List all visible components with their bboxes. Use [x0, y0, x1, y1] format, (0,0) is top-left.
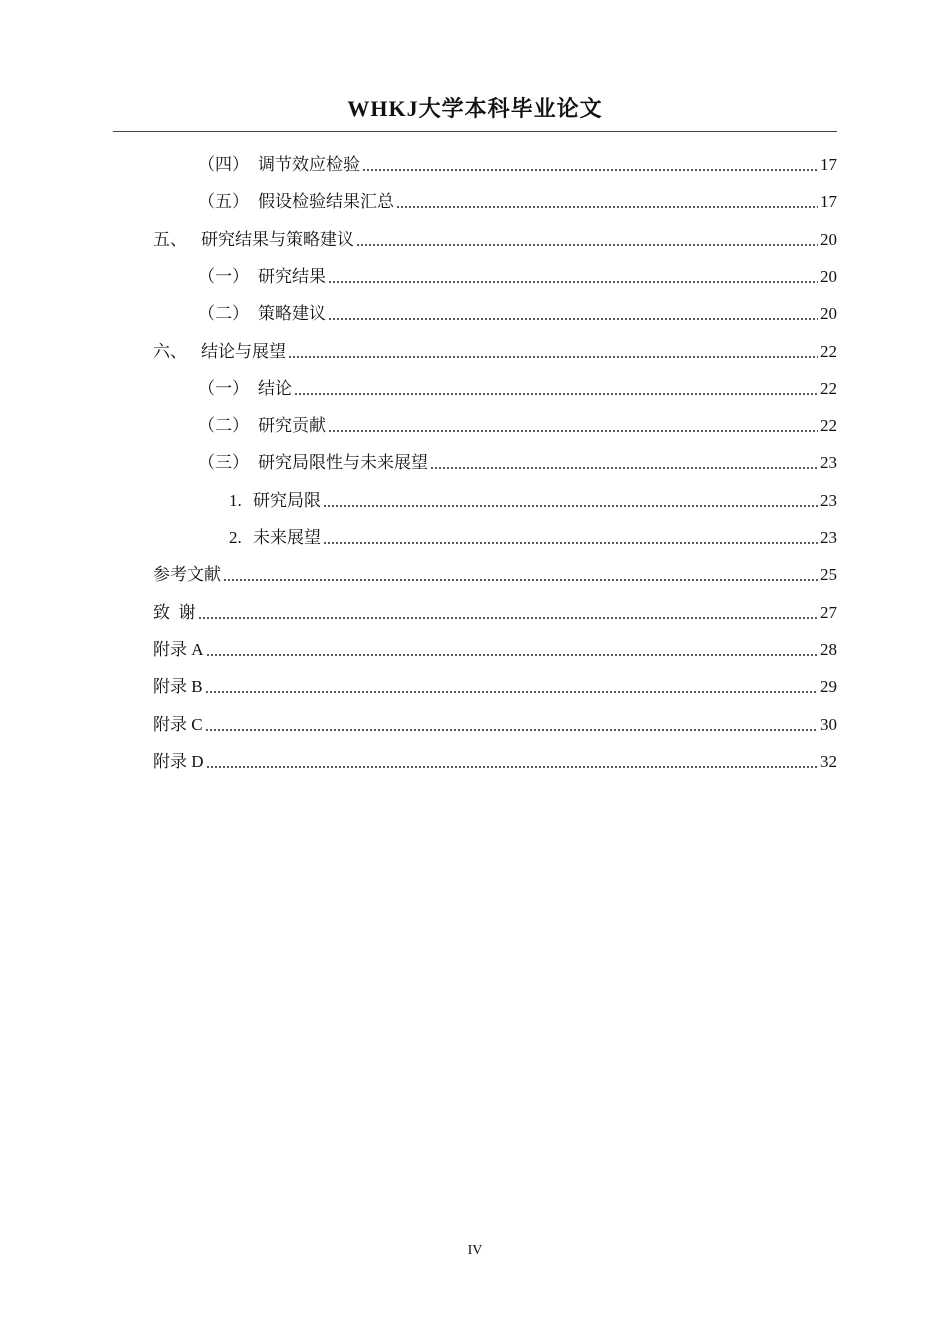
toc-entry-page: 17 [820, 155, 837, 174]
toc-entry[interactable] [229, 519, 837, 549]
toc-leader-dots [223, 579, 818, 581]
toc-entry[interactable] [153, 706, 837, 736]
toc-entry-number: （一） [198, 378, 249, 398]
toc-entry-number: （二） [198, 416, 249, 436]
toc-entry-label: 结论与展望 [201, 341, 286, 361]
toc-entry-page: 22 [820, 416, 837, 436]
toc-entry-number: （二） [198, 304, 249, 324]
toc-entry[interactable] [153, 556, 837, 586]
toc-entry-page: 20 [820, 266, 837, 286]
toc-entry-page: 23 [820, 490, 837, 510]
toc-entry-number: （四） [198, 155, 249, 174]
toc-entry[interactable] [198, 444, 837, 474]
toc-entry-label: 未来展望 [253, 528, 321, 547]
toc-entry-page: 23 [820, 528, 837, 547]
toc-entry[interactable] [198, 183, 837, 213]
toc-entry-label: 附录 A [153, 639, 204, 659]
toc-entry-label: 致 谢 [153, 602, 196, 622]
toc-entry-number: 六、 [153, 341, 187, 361]
toc-entry[interactable] [153, 594, 837, 624]
toc-entry[interactable] [198, 407, 837, 437]
toc-leader-dots [205, 691, 818, 693]
toc-leader-dots [198, 617, 819, 619]
toc-leader-dots [328, 281, 818, 283]
toc-leader-dots [323, 505, 818, 507]
toc-entry[interactable] [229, 482, 837, 512]
toc-entry-label: 参考文献 [153, 565, 221, 585]
toc-entry-label: 结论 [258, 378, 292, 398]
toc-leader-dots [356, 244, 818, 246]
toc-leader-dots [323, 542, 818, 544]
toc-leader-dots [328, 318, 818, 320]
toc-entry[interactable] [153, 743, 837, 773]
toc-entry-page: 22 [820, 341, 837, 361]
toc-entry-page: 23 [820, 453, 837, 473]
toc-entry-page: 17 [820, 192, 837, 212]
toc-entry-label: 附录 D [153, 751, 204, 771]
toc-entry-number: 2. [229, 528, 242, 547]
toc-leader-dots [206, 766, 818, 768]
toc-entry-number: （五） [198, 192, 249, 212]
toc-leader-dots [205, 729, 818, 731]
toc-entry[interactable] [153, 333, 837, 363]
toc-entry-page: 25 [820, 565, 837, 585]
header-rule [113, 131, 837, 132]
toc-entry[interactable] [153, 668, 837, 698]
toc-leader-dots [362, 169, 818, 171]
toc-entry-label: 假设检验结果汇总 [258, 192, 394, 212]
page-number: IV [467, 1243, 483, 1258]
toc-entry-number: （三） [198, 453, 249, 473]
toc-entry[interactable] [153, 631, 837, 661]
toc-entry-page: 27 [820, 602, 837, 622]
toc-entry[interactable] [198, 146, 837, 176]
toc-entry-page: 28 [820, 639, 837, 659]
toc-entry-page: 22 [820, 378, 837, 398]
toc-entry-number: 1. [229, 490, 242, 510]
toc-entry-label: 研究局限 [253, 490, 321, 510]
toc-entry-page: 32 [820, 751, 837, 771]
toc-leader-dots [430, 467, 818, 469]
toc-entry-label: 附录 B [153, 677, 203, 697]
toc-leader-dots [396, 206, 818, 208]
toc-entry[interactable] [198, 370, 837, 400]
toc-leader-dots [206, 654, 818, 656]
toc-entry-page: 20 [820, 229, 837, 249]
toc-entry[interactable] [198, 295, 837, 325]
toc-entry-number: （一） [198, 266, 249, 286]
toc-leader-dots [294, 393, 818, 395]
toc-entry-label: 研究结果与策略建议 [201, 229, 354, 249]
toc-entry-label: 策略建议 [258, 304, 326, 324]
toc-entry-label: 附录 C [153, 714, 203, 734]
toc-entry-label: 调节效应检验 [258, 155, 360, 174]
page-header-title: WHKJ大学本科毕业论文 [347, 96, 603, 121]
toc-entry-label: 研究局限性与未来展望 [258, 453, 428, 473]
toc-entry[interactable] [198, 258, 837, 288]
toc-entry-label: 研究结果 [258, 266, 326, 286]
toc-leader-dots [288, 356, 818, 358]
toc-entry[interactable] [153, 221, 837, 251]
toc-entry-page: 29 [820, 677, 837, 697]
toc-leader-dots [328, 430, 818, 432]
toc-entry-page: 20 [820, 304, 837, 324]
toc-entry-label: 研究贡献 [258, 416, 326, 436]
toc-entry-page: 30 [820, 714, 837, 734]
toc-entry-number: 五、 [153, 229, 187, 249]
